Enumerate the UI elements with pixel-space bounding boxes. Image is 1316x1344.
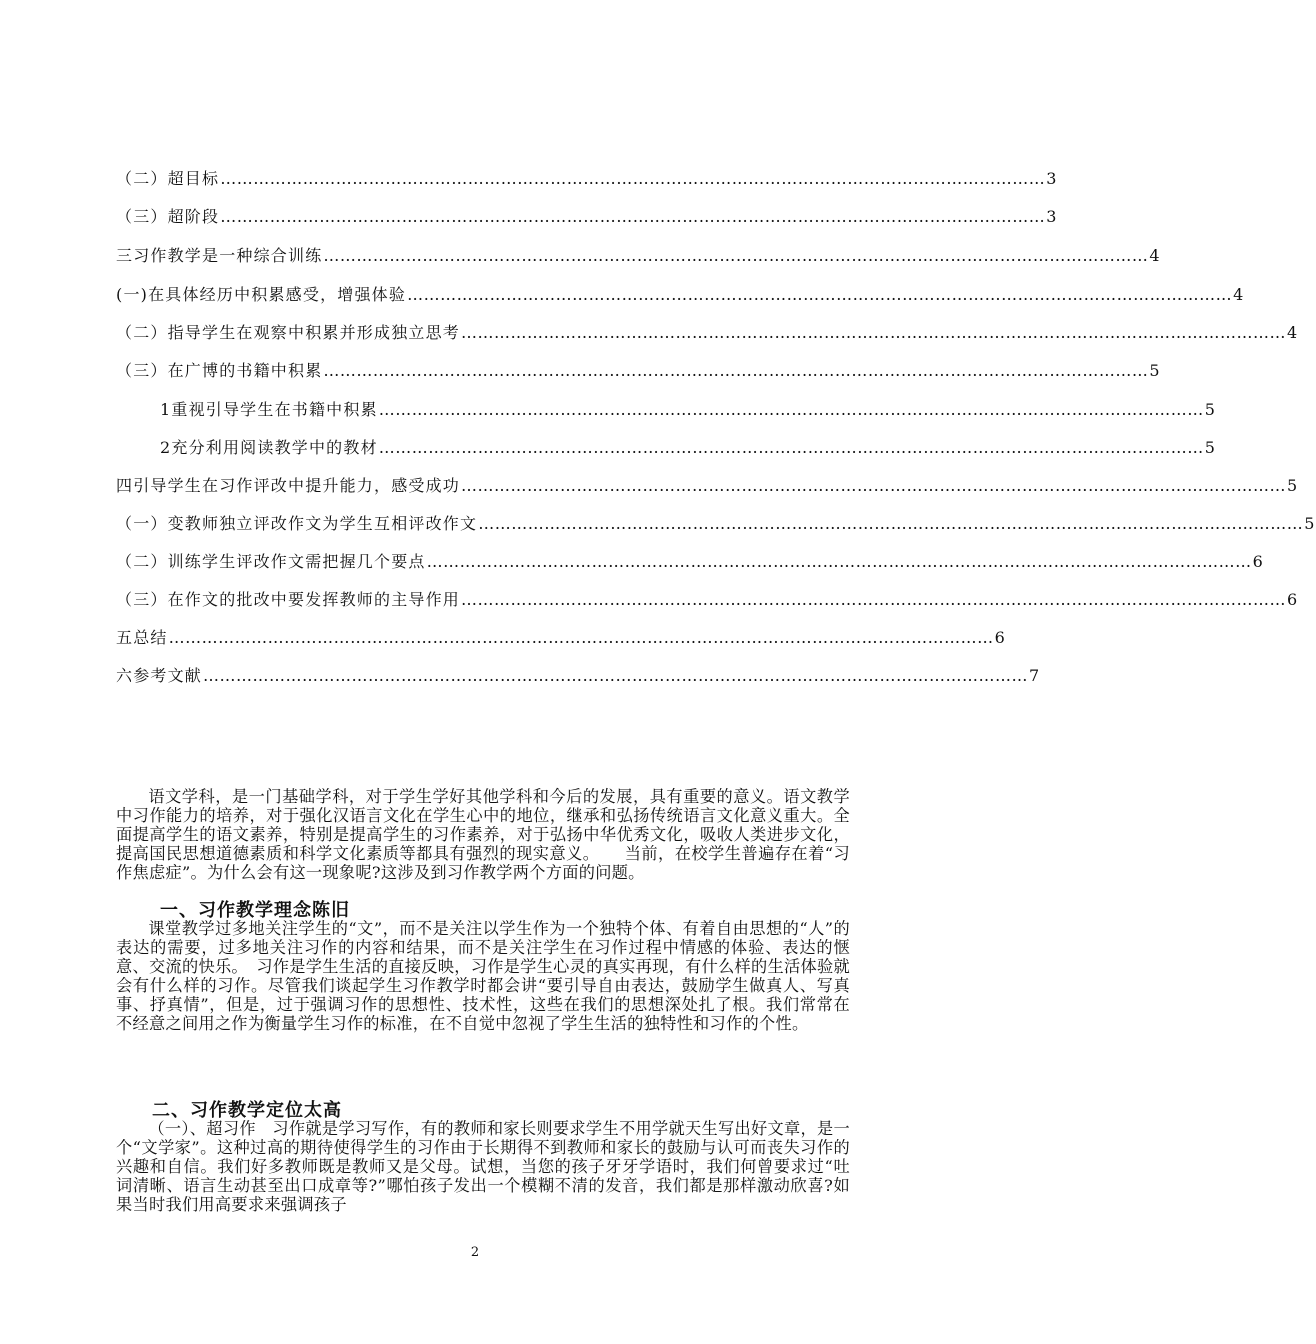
toc-label: 五总结 bbox=[116, 628, 168, 647]
section-paragraph bbox=[116, 919, 850, 1033]
toc-entry[interactable] bbox=[116, 282, 1245, 306]
toc-label: （三）在广博的书籍中积累 bbox=[116, 361, 323, 380]
section-text: 课堂教学过多地关注学生的“文”，而不是关注以学生作为一个独特个体、有着自由思想的“人”的表达的需要，过多地关注习作的内容和结果，而不是关注学生在习作过程中情感的体验、表达的惬意、交流的快乐。 习作是学生生活的直接反映，习作是学生心灵的真实再现，有什么样的生活体验就会有什么样的习作。尽管我们谈起学生习作教学时都会讲“要引导自由表达，鼓励学生做真人、写真事、抒真情”，但是，过于强调习作的思想性、技术性，这些在我们的思想深处扎了根。我们常常在不经意之间用之作为衡量学生习作的标准，在不自觉中忽视了学生生活的独特性和习作的个性。 bbox=[116, 919, 850, 1033]
toc-label: （二）指导学生在观察中积累并形成独立思考 bbox=[116, 323, 461, 342]
toc-entry[interactable] bbox=[116, 625, 1006, 649]
toc-entry[interactable] bbox=[116, 511, 1316, 535]
toc-entry[interactable] bbox=[116, 358, 1161, 382]
section-heading: 一、习作教学理念陈旧 bbox=[160, 900, 350, 921]
toc-label: 六参考文献 bbox=[116, 666, 203, 685]
toc-leader-dots: …………………………………………………………………………………………………………………………………… bbox=[407, 285, 1233, 304]
toc-label: 四引导学生在习作评改中提升能力，感受成功 bbox=[116, 476, 461, 495]
section-paragraph bbox=[116, 1119, 850, 1214]
toc-page-number: 3 bbox=[1046, 207, 1058, 226]
toc-page-number: 7 bbox=[1029, 666, 1041, 685]
section-text: （一）、超习作 习作就是学习写作，有的教师和家长则要求学生不用学就天生写出好文章，是一个“文学家”。这种过高的期待使得学生的习作由于长期得不到教师和家长的鼓励与认可而丧失习作的兴趣和自信。我们好多教师既是教师又是父母。试想，当您的孩子牙牙学语时，我们何曾要求过“吐词清晰、语言生动甚至出口成章等?”哪怕孩子发出一个模糊不清的发音，我们都是那样激动欣喜?如果当时我们用高要求来强调孩子 bbox=[116, 1119, 850, 1214]
toc-entry[interactable] bbox=[160, 435, 1217, 459]
toc-entry[interactable] bbox=[116, 320, 1299, 344]
toc-leader-dots: …………………………………………………………………………………………………………………………………… bbox=[378, 400, 1204, 419]
intro-text: 语文学科，是一门基础学科，对于学生学好其他学科和今后的发展，具有重要的意义。语文教学中习作能力的培养，对于强化汉语言文化在学生心中的地位，继承和弘扬传统语言文化意义重大。全面提高学生的语文素养，特别是提高学生的习作素养，对于弘扬中华优秀文化，吸收人类进步文化，提高国民思想道德素质和科学文化素质等都具有强烈的现实意义。 当前，在校学生普遍存在着“习作焦虑症”。为什么会有这一现象呢?这涉及到习作教学两个方面的问题。 bbox=[116, 787, 850, 882]
toc-entry[interactable] bbox=[116, 587, 1299, 611]
toc-label: (一)在具体经历中积累感受，增强体验 bbox=[116, 285, 407, 304]
toc-page-number: 5 bbox=[1304, 514, 1316, 533]
toc-page-number: 4 bbox=[1149, 246, 1161, 265]
toc-entry[interactable] bbox=[116, 663, 1041, 687]
toc-leader-dots: …………………………………………………………………………………………………………………………………… bbox=[323, 246, 1149, 265]
toc-entry[interactable] bbox=[116, 166, 1058, 190]
toc-label: 三习作教学是一种综合训练 bbox=[116, 246, 323, 265]
toc-leader-dots: …………………………………………………………………………………………………………………………………… bbox=[426, 552, 1252, 571]
toc-label: 2充分利用阅读教学中的教材 bbox=[160, 438, 378, 457]
toc-page-number: 6 bbox=[1252, 552, 1264, 571]
toc-leader-dots: …………………………………………………………………………………………………………………………………… bbox=[478, 514, 1304, 533]
toc-entry[interactable] bbox=[160, 397, 1217, 421]
toc-page-number: 5 bbox=[1204, 438, 1217, 457]
toc-leader-dots: …………………………………………………………………………………………………………………………………… bbox=[461, 323, 1287, 342]
toc-page-number: 5 bbox=[1204, 400, 1217, 419]
toc-page-number: 5 bbox=[1149, 361, 1161, 380]
toc-leader-dots: …………………………………………………………………………………………………………………………………… bbox=[220, 207, 1046, 226]
toc-label: （三）超阶段 bbox=[116, 207, 220, 226]
toc-page-number: 6 bbox=[1287, 590, 1299, 609]
toc-leader-dots: …………………………………………………………………………………………………………………………………… bbox=[168, 628, 994, 647]
toc-label: （二）超目标 bbox=[116, 169, 220, 188]
toc-leader-dots: …………………………………………………………………………………………………………………………………… bbox=[323, 361, 1149, 380]
toc-leader-dots: …………………………………………………………………………………………………………………………………… bbox=[220, 169, 1046, 188]
toc-leader-dots: …………………………………………………………………………………………………………………………………… bbox=[461, 590, 1287, 609]
toc-label: 1重视引导学生在书籍中积累 bbox=[160, 400, 378, 419]
toc-entry[interactable] bbox=[116, 473, 1299, 497]
section-heading: 二、习作教学定位太高 bbox=[152, 1100, 342, 1121]
toc-label: （三）在作文的批改中要发挥教师的主导作用 bbox=[116, 590, 461, 609]
page-number: 2 bbox=[470, 1245, 480, 1260]
toc-page-number: 4 bbox=[1287, 323, 1299, 342]
toc-page-number: 4 bbox=[1233, 285, 1245, 304]
toc-entry[interactable] bbox=[116, 204, 1058, 228]
toc-page-number: 5 bbox=[1287, 476, 1299, 495]
toc-page-number: 3 bbox=[1046, 169, 1058, 188]
toc-leader-dots: …………………………………………………………………………………………………………………………………… bbox=[461, 476, 1287, 495]
toc-leader-dots: …………………………………………………………………………………………………………………………………… bbox=[378, 438, 1204, 457]
toc-entry[interactable] bbox=[116, 549, 1264, 573]
toc-label: （一）变教师独立评改作文为学生互相评改作文 bbox=[116, 514, 478, 533]
toc-leader-dots: …………………………………………………………………………………………………………………………………… bbox=[203, 666, 1029, 685]
toc-page-number: 6 bbox=[994, 628, 1006, 647]
intro-paragraph bbox=[116, 787, 850, 882]
toc-entry[interactable] bbox=[116, 243, 1161, 267]
toc-label: （二）训练学生评改作文需把握几个要点 bbox=[116, 552, 426, 571]
